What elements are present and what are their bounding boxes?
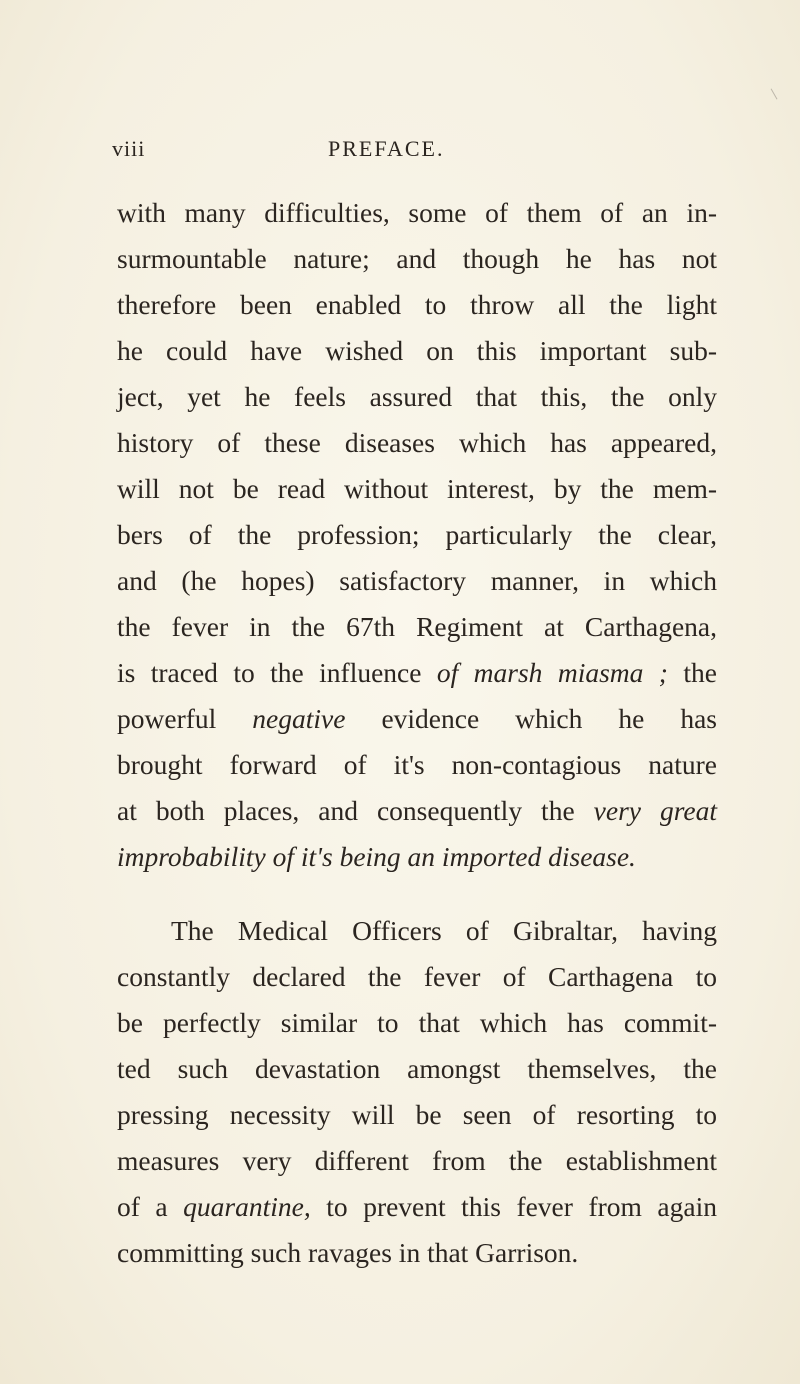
text-line [117,1184,717,1230]
text-run: powerful [117,703,253,734]
text-line: the fever in the 67th Regiment at Carthagena, [117,611,717,642]
text-line: brought forward of it's non-contagious nature [117,749,717,780]
running-head: PREFACE. [328,136,445,161]
page-header [112,136,712,166]
page-number: viii [112,136,146,161]
text-line: improbability of it's being an imported disease. [117,841,636,872]
text-line: constantly declared the fever of Carthagena to [117,961,717,992]
body-text [117,190,717,1276]
italic-run: quarantine, [183,1191,311,1222]
italic-run: of marsh miasma ; [436,657,668,688]
paper-blemish [771,85,785,100]
text-line: and (he hopes) satisfactory manner, in which [117,565,717,596]
paragraph-gap [117,880,717,908]
text-line: with many difficulties, some of them of an in- [117,197,717,228]
text-run: the [667,657,717,688]
text-line: history of these diseases which has appeared, [117,427,717,458]
text-run: of a [117,1191,184,1222]
text-line [117,650,717,696]
text-run: evidence which he has [345,703,717,734]
text-run: is traced to the influence [117,657,437,688]
text-line: he could have wished on this important sub- [117,335,717,366]
italic-run: very great [593,795,717,826]
text-line: pressing necessity will be seen of resorting to [117,1099,717,1130]
text-line: ject, yet he feels assured that this, the only [117,381,717,412]
text-line [117,696,717,742]
text-line: committing such ravages in that Garrison. [117,1237,579,1268]
text-line: surmountable nature; and though he has not [117,243,717,274]
text-line: will not be read without interest, by the mem- [117,473,717,504]
text-run: to prevent this fever from again [310,1191,717,1222]
text-line: measures very different from the establishment [117,1145,717,1176]
text-line: ted such devastation amongst themselves, the [117,1053,717,1084]
text-line: The Medical Officers of Gibraltar, having [171,915,717,946]
text-line: be perfectly similar to that which has commit- [117,1007,717,1038]
italic-run: negative [252,703,346,734]
text-run: at both places, and consequently the [117,795,594,826]
text-line: therefore been enabled to throw all the light [117,289,717,320]
text-line: bers of the profession; particularly the clear, [117,519,717,550]
text-line [117,788,717,834]
